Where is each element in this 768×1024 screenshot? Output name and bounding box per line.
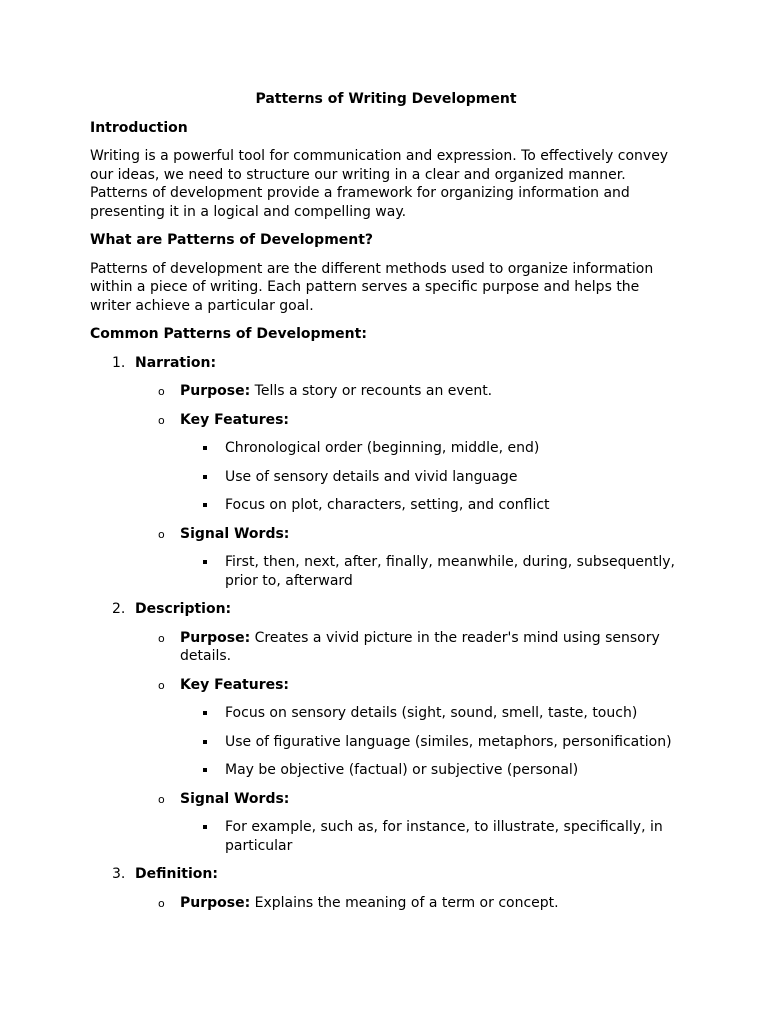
what-paragraph: Patterns of development are the different methods used to organize information within a piece of writing. Each pattern serves a specific purpose and helps the writer achieve a particular goal. xyxy=(90,260,654,314)
common-patterns-heading: Common Patterns of Development: xyxy=(90,326,367,342)
purpose-label: Purpose: xyxy=(180,383,251,399)
pattern-name: Narration: xyxy=(135,354,217,371)
list-number: 2. xyxy=(112,601,126,617)
pattern-narration xyxy=(90,354,682,591)
pattern-definition xyxy=(90,865,682,912)
circle-bullet-icon: o xyxy=(158,631,165,645)
key-features-label: Key Features: xyxy=(180,411,290,428)
features-list xyxy=(180,704,682,780)
circle-bullet-icon: o xyxy=(158,678,165,692)
square-bullet-icon xyxy=(203,475,207,479)
list-item: Focus on sensory details (sight, sound, smell, taste, touch) xyxy=(180,704,682,723)
purpose-text: Explains the meaning of a term or concept. xyxy=(250,894,559,911)
circle-bullet-icon: o xyxy=(158,385,165,398)
square-bullet-icon xyxy=(203,503,207,507)
square-bullet-icon xyxy=(203,560,207,564)
signal-words-item xyxy=(135,525,682,591)
features-list xyxy=(180,439,682,515)
document-page xyxy=(90,90,682,922)
list-item: May be objective (factual) or subjective (personal) xyxy=(180,761,682,780)
purpose-item xyxy=(135,894,682,913)
document-title: Patterns of Writing Development xyxy=(255,91,517,107)
key-features-label: Key Features: xyxy=(180,676,290,693)
square-bullet-icon xyxy=(203,446,207,450)
purpose-label: Purpose: xyxy=(180,894,251,911)
intro-paragraph: Writing is a powerful tool for communication and expression. To effectively convey our ideas, we need to structure our writing in a clear and organized manner. Patterns of development provide a framework for organizing information and presenting it in a logical and compelling way. xyxy=(90,148,669,220)
square-bullet-icon xyxy=(203,768,207,772)
pattern-details xyxy=(135,629,682,856)
list-item: Use of sensory details and vivid language xyxy=(180,468,682,487)
list-item: For example, such as, for instance, to illustrate, specifically, in particular xyxy=(180,818,682,855)
purpose-item xyxy=(135,629,682,666)
list-number: 1. xyxy=(112,354,126,371)
what-heading: What are Patterns of Development? xyxy=(90,232,374,248)
signal-words-item xyxy=(135,790,682,856)
purpose-text: Creates a vivid picture in the reader's mind using sensory details. xyxy=(180,629,660,664)
signal-words-label: Signal Words: xyxy=(180,790,290,807)
purpose-label: Purpose: xyxy=(180,629,251,646)
key-features-item xyxy=(135,411,682,515)
circle-bullet-icon: o xyxy=(158,527,165,541)
pattern-name: Definition: xyxy=(135,866,218,882)
square-bullet-icon xyxy=(203,711,207,715)
circle-bullet-icon: o xyxy=(158,792,165,806)
purpose-item xyxy=(135,382,682,401)
list-item: Focus on plot, characters, setting, and conflict xyxy=(180,496,682,515)
signal-words-list xyxy=(180,553,682,590)
pattern-details xyxy=(135,894,682,913)
circle-bullet-icon: o xyxy=(158,413,165,427)
square-bullet-icon xyxy=(203,825,207,829)
purpose-text: Tells a story or recounts an event. xyxy=(250,383,493,399)
pattern-name: Description: xyxy=(135,601,232,617)
intro-heading: Introduction xyxy=(90,119,188,136)
key-features-item xyxy=(135,676,682,780)
pattern-details xyxy=(135,382,682,590)
signal-words-label: Signal Words: xyxy=(180,525,290,542)
square-bullet-icon xyxy=(203,740,207,744)
list-item: First, then, next, after, finally, meanwhile, during, subsequently, prior to, afterward xyxy=(180,553,682,590)
pattern-description xyxy=(90,600,682,855)
list-number: 3. xyxy=(112,866,126,882)
list-item: Chronological order (beginning, middle, end) xyxy=(180,439,682,458)
circle-bullet-icon: o xyxy=(158,896,165,910)
patterns-list xyxy=(90,354,682,913)
list-item: Use of figurative language (similes, metaphors, personification) xyxy=(180,733,682,752)
signal-words-list xyxy=(180,818,682,855)
